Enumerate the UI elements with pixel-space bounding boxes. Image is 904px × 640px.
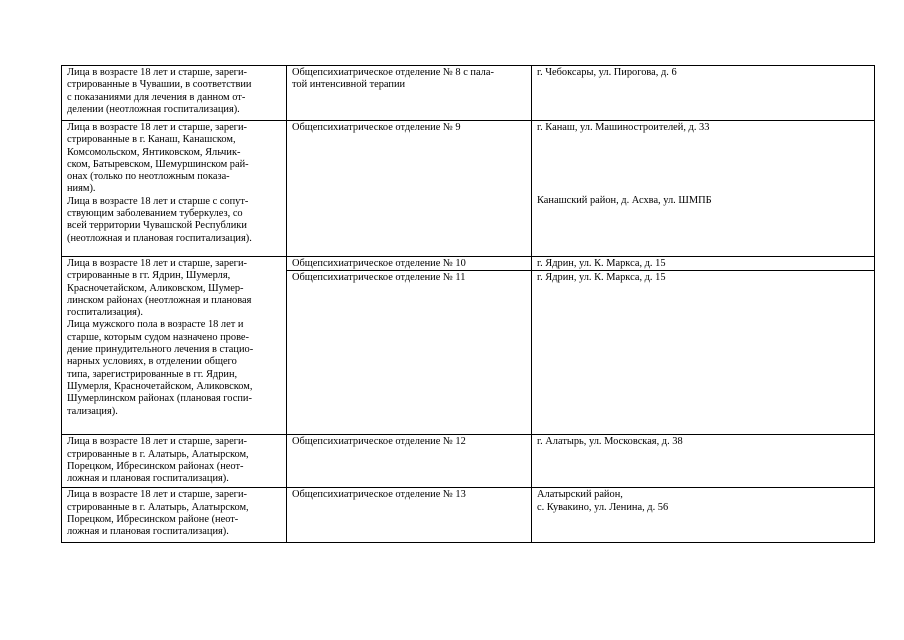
department-cell: Общепсихиатрическое отделение № 13 <box>287 488 532 543</box>
department-cell: Общепсихиатрическое отделение № 8 с пала- той интенсивной терапии <box>287 66 532 121</box>
address-cell: г. Ядрин, ул. К. Маркса, д. 15 <box>532 271 875 435</box>
address-text-secondary: Канашский район, д. Асхва, ул. ШМПБ <box>537 195 712 207</box>
address-cell: г. Алатырь, ул. Московская, д. 38 <box>532 435 875 488</box>
address-cell: г. Ядрин, ул. К. Маркса, д. 15 <box>532 257 875 271</box>
patient-category-cell: Лица в возрасте 18 лет и старше, зареги- стрированные в г. Канаш, Канашском, Комсомольском, Янтиковском, Яльчик- ском, Батыревском, Шемуршинском рай- онах (только по неотложным показа- ниям). Лица в возрасте 18 лет и старше с сопут- ствующим заболеванием туберкулез, со всей территории Чувашской Республики (неотложная и плановая госпитализация). <box>62 121 287 257</box>
address-cell <box>532 121 875 257</box>
table-row <box>62 435 875 488</box>
table-row <box>62 488 875 543</box>
table-row <box>62 121 875 257</box>
department-cell: Общепсихиатрическое отделение № 9 <box>287 121 532 257</box>
department-cell: Общепсихиатрическое отделение № 10 <box>287 257 532 271</box>
patient-category-cell: Лица в возрасте 18 лет и старше, зареги- стрированные в Чувашии, в соответствии с показаниями для лечения в данном от- делении (неотложная госпитализация). <box>62 66 287 121</box>
patient-category-cell: Лица в возрасте 18 лет и старше, зареги- стрированные в г. Алатырь, Алатырском, Порецком, Ибресинском районах (неот- ложная и плановая госпитализация). <box>62 435 287 488</box>
department-cell: Общепсихиатрическое отделение № 12 <box>287 435 532 488</box>
address-cell: г. Чебоксары, ул. Пирогова, д. 6 <box>532 66 875 121</box>
table-row <box>62 66 875 121</box>
patient-category-cell: Лица в возрасте 18 лет и старше, зареги- стрированные в гг. Ядрин, Шумерля, Красночетайском, Аликовском, Шумер- линском районах (неотложная и плановая госпитализация). Лица мужского пола в возрасте 18 лет и старше, которым судом назначено прове- дение принудительного лечения в стацио- нарных условиях, в отделении общего типа, зарегистрированные в гг. Ядрин, Шумерля, Красночетайском, Аликовском, Шумерлинском районах (плановая госпи- тализация). <box>62 257 287 435</box>
address-text: г. Канаш, ул. Машиностроителей, д. 33 <box>537 122 710 133</box>
table-row <box>62 257 875 271</box>
patient-category-cell: Лица в возрасте 18 лет и старше, зареги- стрированные в г. Алатырь, Алатырском, Порецком, Ибресинском районе (неот- ложная и плановая госпитализация). <box>62 488 287 543</box>
address-cell: Алатырский район, с. Кувакино, ул. Ленина, д. 56 <box>532 488 875 543</box>
department-cell: Общепсихиатрическое отделение № 11 <box>287 271 532 435</box>
hospitalization-table <box>61 65 875 543</box>
